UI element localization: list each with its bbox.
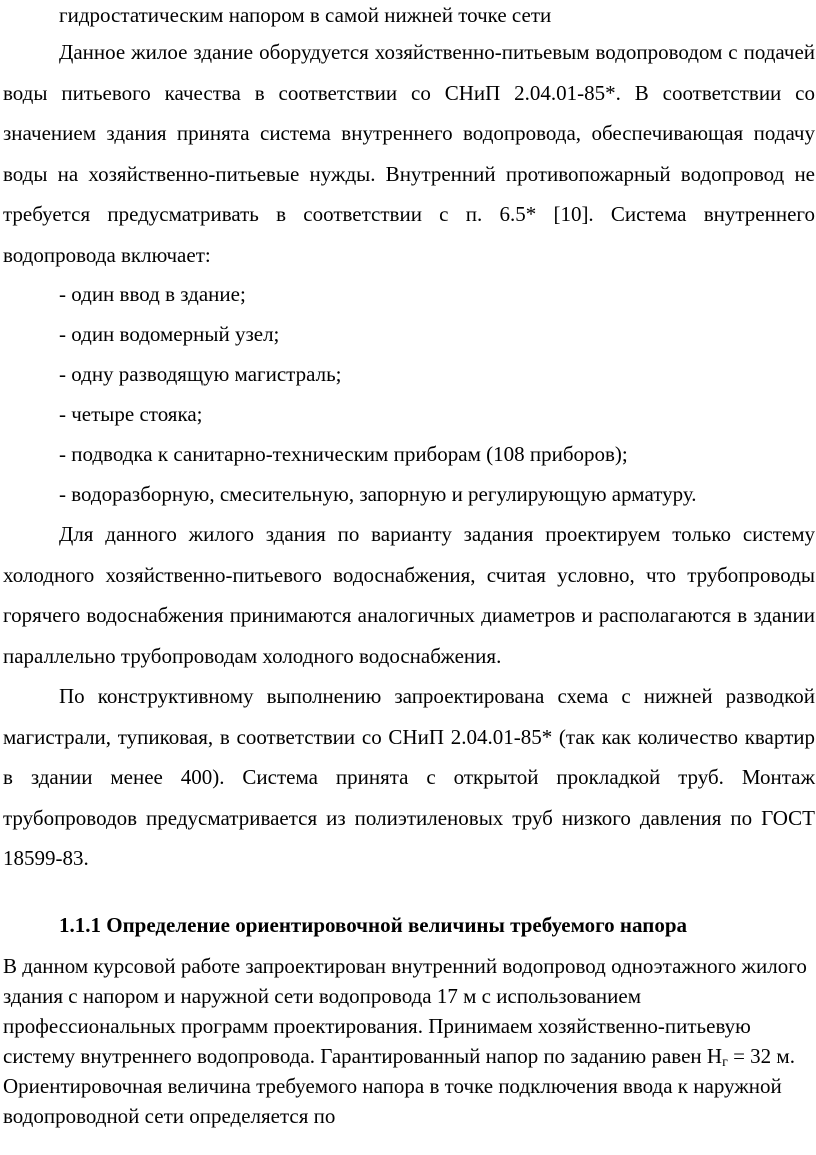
paragraph-design-scheme: По конструктивному выполнению запроектирована схема с нижней разводкой магистрали, тупиковая, в соответствии со СНиП 2.04.01-85* (так как количество квартир в здании менее 400). Система принята с открытой прокладкой труб. Монтаж трубопроводов предусматривается из полиэтиленовых труб низкого давления по ГОСТ 18599-83.	[3, 684, 815, 870]
head-symbol: Н	[706, 1044, 723, 1068]
list-item: - один водомерный узел;	[59, 322, 280, 346]
list-item: - одну разводящую магистраль;	[59, 362, 342, 386]
section-heading: 1.1.1 Определение ориентировочной величины требуемого напора	[59, 913, 688, 937]
paragraph-water-supply-intro: Данное жилое здание оборудуется хозяйственно-питьевым водопроводом с подачей воды питьевого качества в соответствии со СНиП 2.04.01-85*. В соответствии со значением здания принята система внутреннего водопровода, обеспечивающая подачу воды на хозяйственно-питьевые нужды. Внутренний противопожарный водопровод не требуется предусматривать в соответствии с п. 6.5* [10]. Система внутреннего водопровода включает:	[3, 40, 815, 267]
list-item: - один ввод в здание;	[59, 282, 246, 306]
head-symbol-subscript: г	[722, 1055, 728, 1070]
paragraph-required-head	[3, 951, 815, 1131]
continuation-line: гидростатическим напором в самой нижней точке сети	[59, 3, 552, 27]
paragraph-text-after: = 32 м. Ориентировочная величина требуемого напора в точке подключения ввода к наружной водопроводной сети определяется по	[3, 1044, 795, 1128]
paragraph-text-before: В данном курсовой работе запроектирован внутренний водопровод одноэтажного жилого здания с напором и наружной сети водопровода 17 м с использованием профессиональных программ проектирования. Принимаем хозяйственно-питьевую систему внутреннего водопровода. Гарантированный напор по заданию равен	[3, 954, 807, 1068]
list-item: - водоразборную, смесительную, запорную и регулирующую арматуру.	[59, 482, 697, 506]
list-item: - четыре стояка;	[59, 402, 203, 426]
list-item: - подводка к санитарно-техническим приборам (108 приборов);	[59, 442, 628, 466]
paragraph-cold-water-system: Для данного жилого здания по варианту задания проектируем только систему холодного хозяйственно-питьевого водоснабжения, считая условно, что трубопроводы горячего водоснабжения принимаются аналогичных диаметров и располагаются в здании параллельно трубопроводам холодного водоснабжения.	[3, 522, 815, 668]
